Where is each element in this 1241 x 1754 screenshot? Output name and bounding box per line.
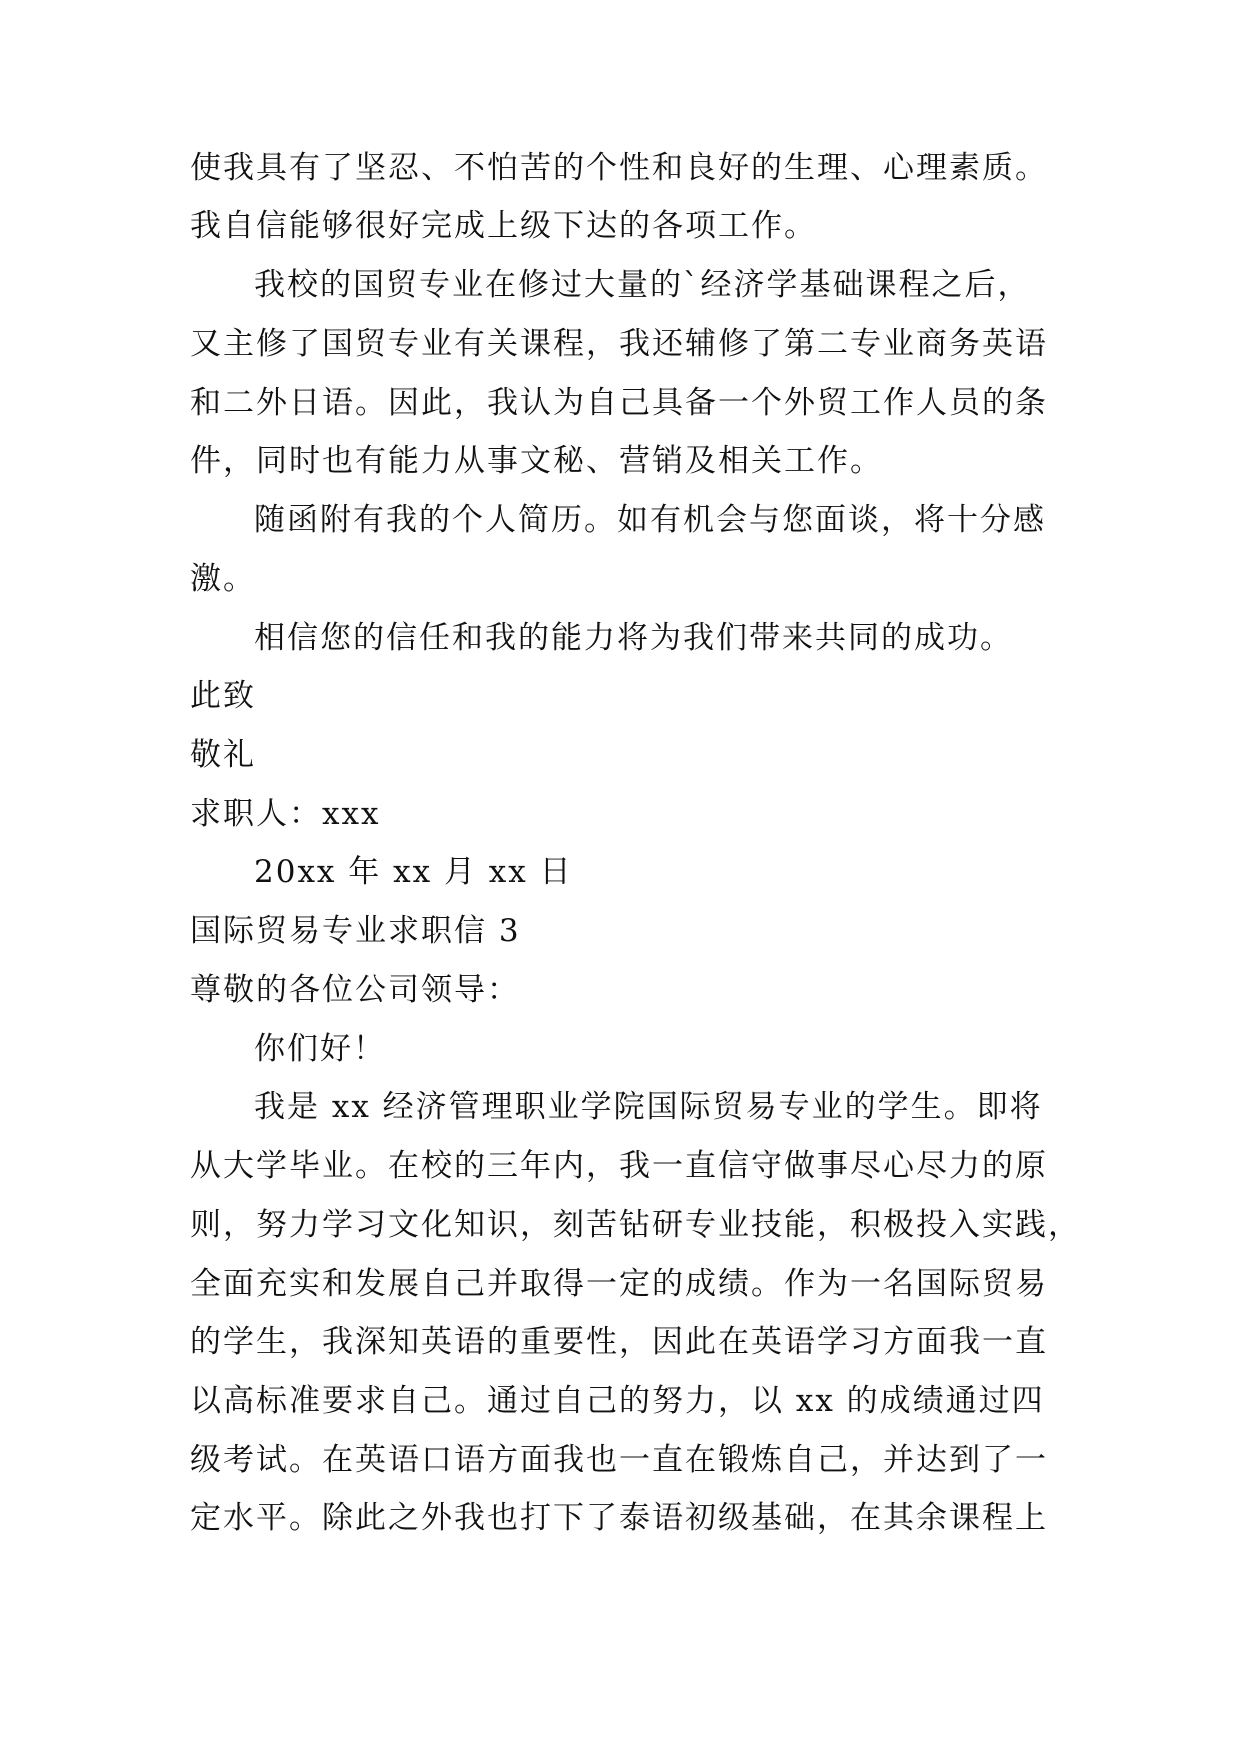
section-title: 国际贸易专业求职信 3 — [190, 913, 521, 949]
paragraph-line: 随函附有我的个人简历。如有机会与您面谈，将十分感 — [254, 502, 1046, 538]
paragraph-line: 我校的国贸专业在修过大量的`经济学基础课程之后， — [254, 267, 1031, 303]
paragraph-line: 相信您的信任和我的能力将为我们带来共同的成功。 — [254, 620, 1013, 656]
salutation-line: 尊敬的各位公司领导： — [190, 972, 520, 1008]
paragraph-line: 我是 xx 经济管理职业学院国际贸易专业的学生。即将 — [254, 1089, 1043, 1125]
closing-line: 敬礼 — [190, 737, 256, 773]
paragraph-line: 和二外日语。因此，我认为自己具备一个外贸工作人员的条 — [190, 385, 1048, 421]
paragraph-line: 的学生，我深知英语的重要性，因此在英语学习方面我一直 — [190, 1324, 1048, 1360]
paragraph-line: 级考试。在英语口语方面我也一直在锻炼自己，并达到了一 — [190, 1442, 1048, 1478]
date-line: 20xx 年 xx 月 xx 日 — [254, 854, 573, 890]
paragraph-line: 使我具有了坚忍、不怕苦的个性和良好的生理、心理素质。 — [190, 150, 1048, 186]
paragraph-line: 则，努力学习文化知识，刻苦钻研专业技能，积极投入实践， — [190, 1207, 1081, 1243]
paragraph-line: 激。 — [190, 561, 256, 597]
paragraph-line: 定水平。除此之外我也打下了泰语初级基础，在其余课程上 — [190, 1500, 1048, 1536]
paragraph-line: 从大学毕业。在校的三年内，我一直信守做事尽心尽力的原 — [190, 1148, 1048, 1184]
signature-line: 求职人：xxx — [190, 796, 381, 832]
paragraph-line: 又主修了国贸专业有关课程，我还辅修了第二专业商务英语 — [190, 326, 1048, 362]
paragraph-line: 以高标准要求自己。通过自己的努力，以 xx 的成绩通过四 — [190, 1383, 1045, 1419]
paragraph-line: 我自信能够很好完成上级下达的各项工作。 — [190, 208, 817, 244]
paragraph-line: 全面充实和发展自己并取得一定的成绩。作为一名国际贸易 — [190, 1266, 1048, 1302]
closing-line: 此致 — [190, 678, 256, 714]
paragraph-line: 件，同时也有能力从事文秘、营销及相关工作。 — [190, 443, 883, 479]
greeting-line: 你们好！ — [254, 1031, 386, 1067]
